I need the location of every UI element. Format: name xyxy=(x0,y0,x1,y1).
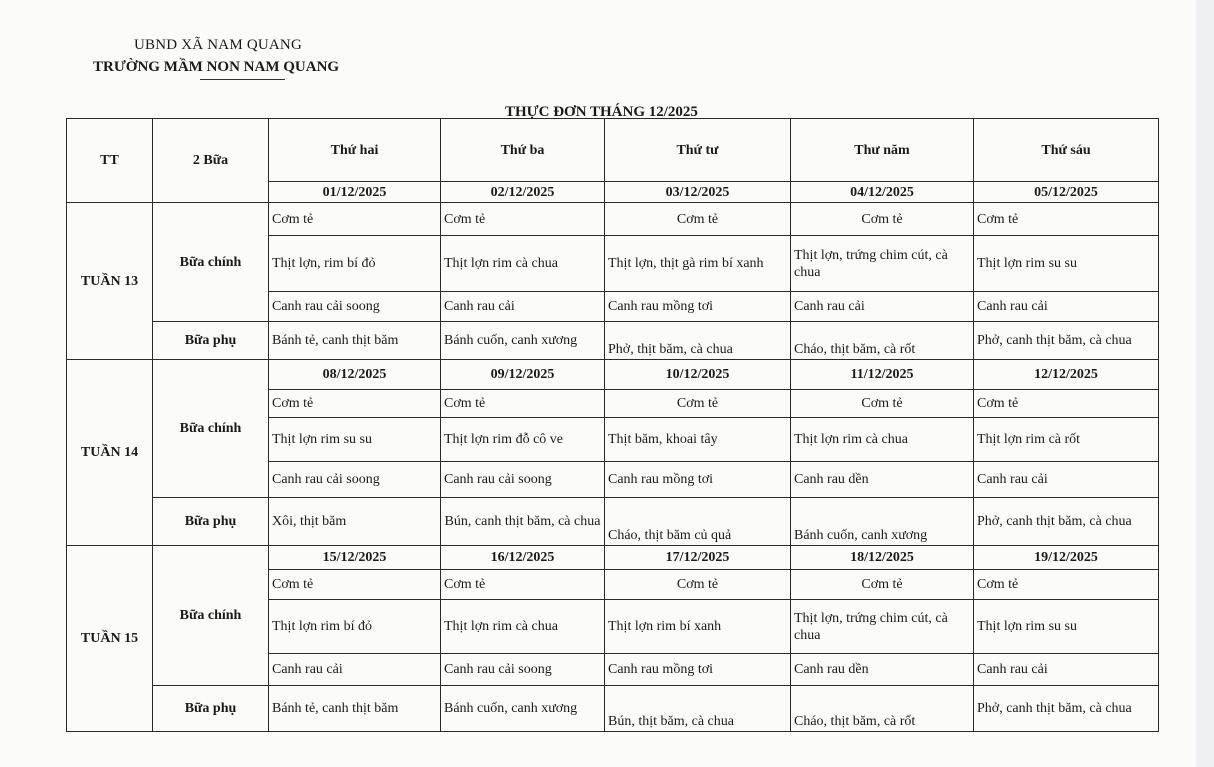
dish-cell: Thịt lợn rim su su xyxy=(269,418,441,462)
dish-cell: Cơm tẻ xyxy=(269,203,441,236)
date-cell: 16/12/2025 xyxy=(441,546,605,570)
dish-cell: Canh rau cải xyxy=(974,292,1159,322)
dish-cell: Thịt lợn rim su su xyxy=(974,236,1159,292)
col-tt-header: TT xyxy=(67,119,153,203)
date-cell: 19/12/2025 xyxy=(974,546,1159,570)
dish-cell: Canh rau cải soong xyxy=(441,654,605,686)
dish-cell: Bánh tẻ, canh thịt băm xyxy=(269,322,441,360)
week13-side-row xyxy=(67,322,1159,360)
dish-cell: Bánh cuốn, canh xương xyxy=(791,498,974,546)
dish-cell: Canh rau mồng tơi xyxy=(605,654,791,686)
dish-cell: Thịt lợn rim cà rốt xyxy=(974,418,1159,462)
dish-cell: Bánh cuốn, canh xương xyxy=(441,322,605,360)
dish-cell: Cơm tẻ xyxy=(441,390,605,418)
dish-cell: Cơm tẻ xyxy=(605,390,791,418)
dish-cell: Thịt lợn rim bí đỏ xyxy=(269,600,441,654)
date-cell: 12/12/2025 xyxy=(974,360,1159,390)
dish-cell: Cơm tẻ xyxy=(791,390,974,418)
dish-cell: Thịt lợn rim cà chua xyxy=(441,236,605,292)
dish-cell: Canh rau cải xyxy=(791,292,974,322)
side-meal-label: Bữa phụ xyxy=(153,498,269,546)
dish-cell: Thịt lợn rim su su xyxy=(974,600,1159,654)
dish-cell: Thịt lợn rim bí xanh xyxy=(605,600,791,654)
dish-cell: Cháo, thịt băm củ quả xyxy=(605,498,791,546)
commune-name: UBND XÃ NAM QUANG xyxy=(134,37,302,53)
dish-cell: Canh rau cải soong xyxy=(269,292,441,322)
date-cell: 03/12/2025 xyxy=(605,182,791,203)
week-label: TUẦN 14 xyxy=(67,360,153,546)
date-cell: 18/12/2025 xyxy=(791,546,974,570)
day-header-wed: Thứ tư xyxy=(605,119,791,182)
week-label: TUẦN 15 xyxy=(67,546,153,732)
main-meal-label: Bữa chính xyxy=(153,546,269,686)
dish-cell: Thịt lợn, rim bí đỏ xyxy=(269,236,441,292)
dish-cell: Canh rau cải soong xyxy=(269,462,441,498)
dish-cell: Phở, thịt băm, cà chua xyxy=(605,322,791,360)
menu-table xyxy=(66,118,1159,732)
dish-cell: Cơm tẻ xyxy=(791,203,974,236)
dish-cell: Canh rau cải xyxy=(269,654,441,686)
dish-cell: Canh rau cải xyxy=(974,462,1159,498)
dish-cell: Cơm tẻ xyxy=(974,390,1159,418)
menu-title: THỰC ĐƠN THÁNG 12/2025 xyxy=(505,104,698,120)
dish-cell: Canh rau cải soong xyxy=(441,462,605,498)
side-meal-label: Bữa phụ xyxy=(153,322,269,360)
date-cell: 01/12/2025 xyxy=(269,182,441,203)
week14-side-row xyxy=(67,498,1159,546)
dish-cell: Canh rau dền xyxy=(791,462,974,498)
week-label: TUẦN 13 xyxy=(67,203,153,360)
dish-cell: Thịt lợn rim đỗ cô ve xyxy=(441,418,605,462)
day-header-mon: Thứ hai xyxy=(269,119,441,182)
dish-cell: Xôi, thịt băm xyxy=(269,498,441,546)
dish-cell: Bún, thịt băm, cà chua xyxy=(605,686,791,732)
dish-cell: Cơm tẻ xyxy=(441,203,605,236)
date-cell: 15/12/2025 xyxy=(269,546,441,570)
dish-cell: Cơm tẻ xyxy=(269,390,441,418)
col-meals-header: 2 Bữa xyxy=(153,119,269,203)
header-underline xyxy=(200,79,285,80)
school-name: TRƯỜNG MẦM NON NAM QUANG xyxy=(93,59,340,75)
header-row xyxy=(67,119,1159,182)
side-meal-label: Bữa phụ xyxy=(153,686,269,732)
dish-cell: Thịt lợn rim cà chua xyxy=(441,600,605,654)
dish-cell: Phở, canh thịt băm, cà chua xyxy=(974,322,1159,360)
page-edge xyxy=(1196,0,1214,767)
date-cell: 02/12/2025 xyxy=(441,182,605,203)
dish-cell: Thịt lợn, thịt gà rim bí xanh xyxy=(605,236,791,292)
dish-cell: Canh rau cải xyxy=(441,292,605,322)
main-meal-label: Bữa chính xyxy=(153,203,269,322)
dish-cell: Cơm tẻ xyxy=(441,570,605,600)
dish-cell: Canh rau dền xyxy=(791,654,974,686)
dish-cell: Canh rau mồng tơi xyxy=(605,292,791,322)
week13-main-row1 xyxy=(67,203,1159,236)
date-cell: 11/12/2025 xyxy=(791,360,974,390)
day-header-fri: Thứ sáu xyxy=(974,119,1159,182)
dish-cell: Canh rau mồng tơi xyxy=(605,462,791,498)
dish-cell: Cơm tẻ xyxy=(974,570,1159,600)
week14-date-row xyxy=(67,360,1159,390)
dish-cell: Bánh cuốn, canh xương xyxy=(441,686,605,732)
date-cell: 09/12/2025 xyxy=(441,360,605,390)
dish-cell: Thịt lợn, trứng chim cút, cà chua xyxy=(791,600,974,654)
dish-cell: Cơm tẻ xyxy=(605,570,791,600)
date-cell: 10/12/2025 xyxy=(605,360,791,390)
main-meal-label: Bữa chính xyxy=(153,360,269,498)
dish-cell: Cơm tẻ xyxy=(605,203,791,236)
dish-cell: Thịt băm, khoai tây xyxy=(605,418,791,462)
dish-cell: Cơm tẻ xyxy=(974,203,1159,236)
dish-cell: Phở, canh thịt băm, cà chua xyxy=(974,498,1159,546)
dish-cell: Cơm tẻ xyxy=(269,570,441,600)
dish-cell: Cháo, thịt băm, cà rốt xyxy=(791,322,974,360)
week15-date-row xyxy=(67,546,1159,570)
dish-cell: Cháo, thịt băm, cà rốt xyxy=(791,686,974,732)
date-cell: 17/12/2025 xyxy=(605,546,791,570)
date-cell: 04/12/2025 xyxy=(791,182,974,203)
dish-cell: Bún, canh thịt băm, cà chua xyxy=(441,498,605,546)
week15-side-row xyxy=(67,686,1159,732)
dish-cell: Canh rau cải xyxy=(974,654,1159,686)
dish-cell: Cơm tẻ xyxy=(791,570,974,600)
dish-cell: Thịt lợn, trứng chim cút, cà chua xyxy=(791,236,974,292)
dish-cell: Phở, canh thịt băm, cà chua xyxy=(974,686,1159,732)
day-header-tue: Thứ ba xyxy=(441,119,605,182)
dish-cell: Bánh tẻ, canh thịt băm xyxy=(269,686,441,732)
date-cell: 08/12/2025 xyxy=(269,360,441,390)
date-cell: 05/12/2025 xyxy=(974,182,1159,203)
dish-cell: Thịt lợn rim cà chua xyxy=(791,418,974,462)
day-header-thu: Thư năm xyxy=(791,119,974,182)
